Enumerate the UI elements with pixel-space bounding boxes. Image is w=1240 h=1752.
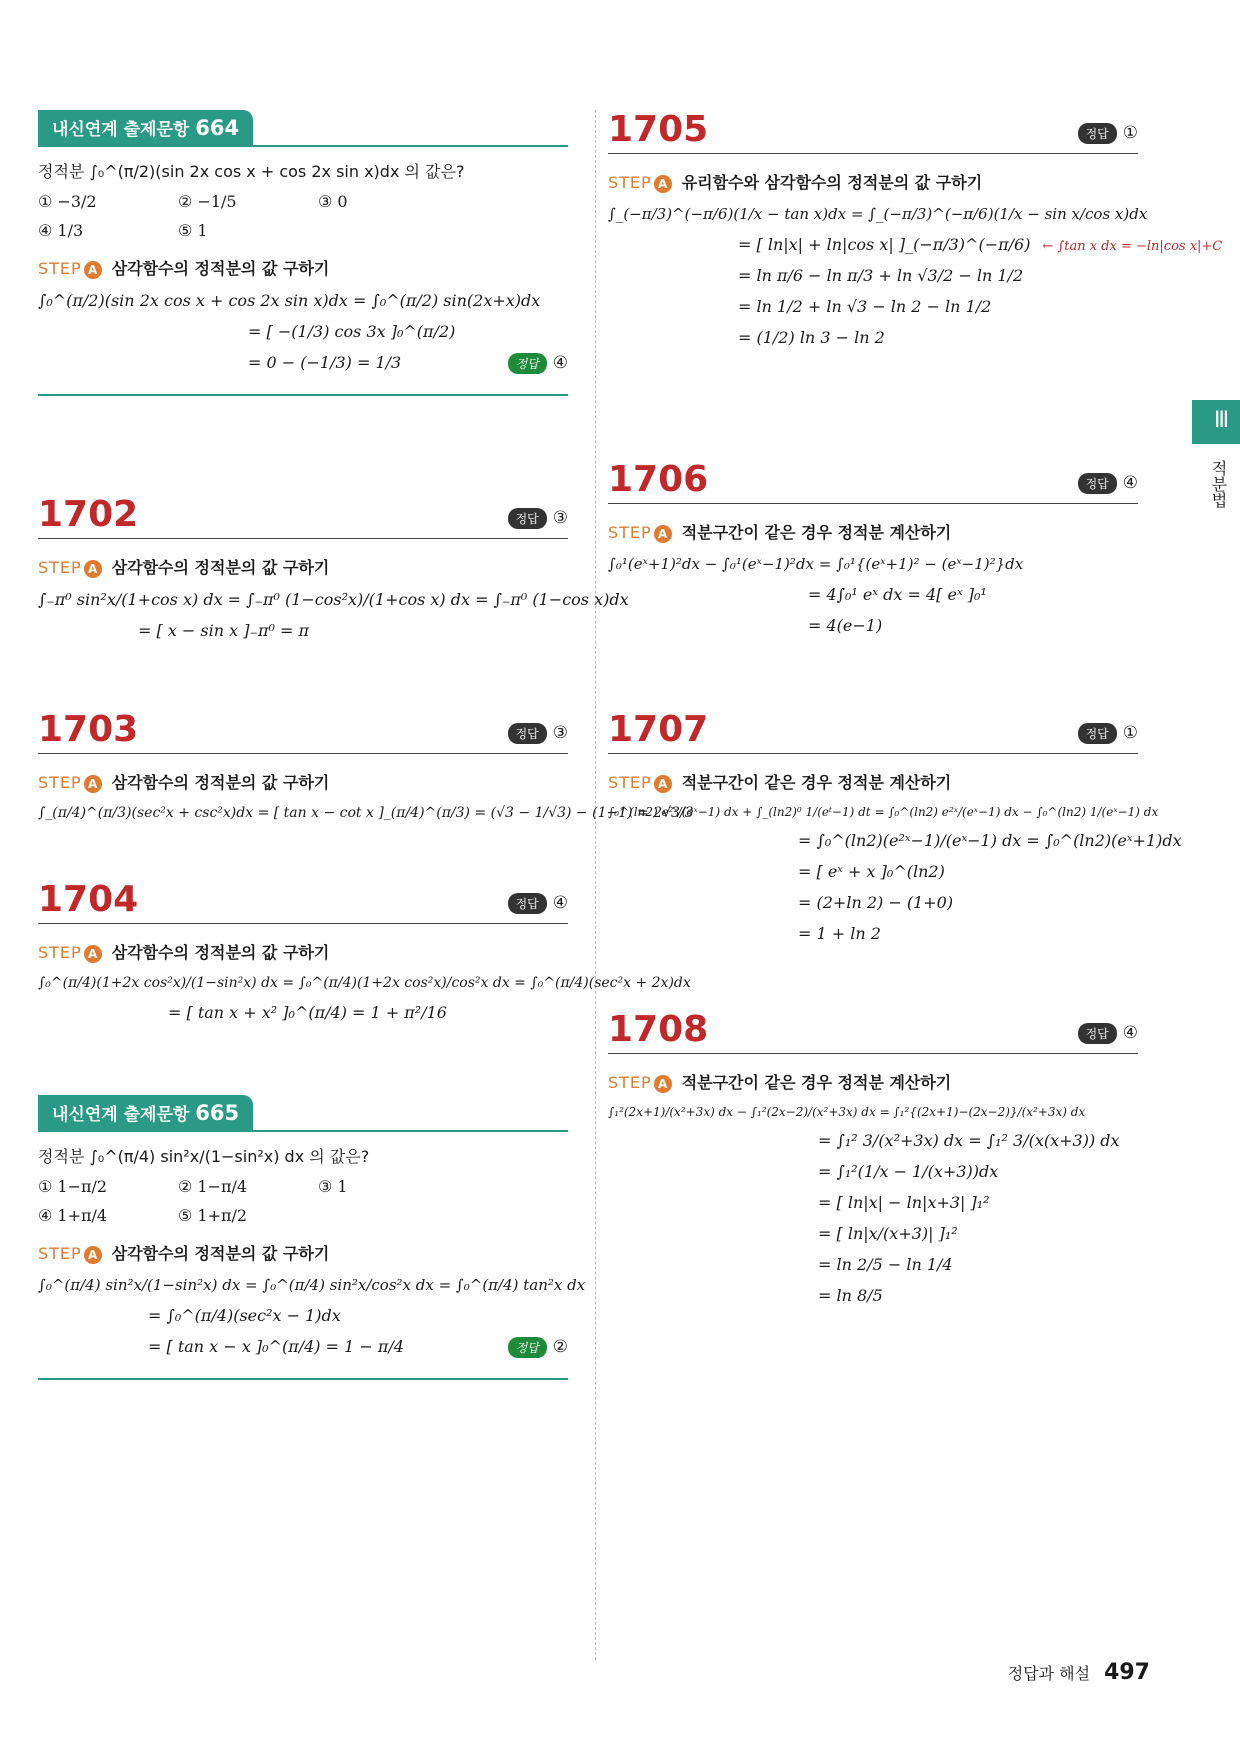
step-heading: STEP A 삼각함수의 정적분의 값 구하기 <box>38 259 330 278</box>
solution-line: = (1/2) ln 3 − ln 2 <box>738 328 885 347</box>
problem-1706 <box>608 460 1138 635</box>
solution-line: = [ ln|x/(x+3)| ]₁² <box>818 1224 958 1243</box>
solution-line: = 4∫₀¹ eˣ dx = 4[ eˣ ]₀¹ <box>808 585 987 604</box>
problem-1708 <box>608 1010 1138 1305</box>
section-end-rule <box>38 1378 568 1380</box>
step-heading: STEP A 삼각함수의 정적분의 값 구하기 <box>38 773 330 792</box>
answer-badge: 정답 ④ <box>1078 473 1138 494</box>
answer-badge: 정답 ③ <box>508 508 568 529</box>
choices-row-1: ① −3/2 ② −1/5 ③ 0 <box>38 192 348 211</box>
solution-line: ∫₀^(π/4)(1+2x cos²x)/(1−sin²x) dx = ∫₀^(π/4)(1+2x cos²x)/cos²x dx = ∫₀^(π/4)(sec²x + 2x)dx <box>38 975 691 991</box>
solution-line: = [ ln|x| − ln|x+3| ]₁² <box>818 1193 990 1212</box>
question-text: 정적분 ∫₀^(π/4) sin²x/(1−sin²x) dx 의 값은? <box>38 1147 370 1166</box>
chapter-tab <box>1192 400 1240 444</box>
problem-number: 1708 <box>608 1009 709 1050</box>
problem-1707 <box>608 709 1182 943</box>
answer-badge: 정답 ④ <box>508 353 568 374</box>
problem-number: 1707 <box>608 709 709 750</box>
column-divider <box>595 110 596 1660</box>
solution-line: ∫_(π/4)^(π/3)(sec²x + csc²x)dx = [ tan x − cot x ]_(π/4)^(π/3) = (√3 − 1/√3) − (1−1) = 2√3/3 <box>38 805 694 821</box>
question-text: 정적분 ∫₀^(π/2)(sin 2x cos x + cos 2x sin x)dx 의 값은? <box>38 162 465 181</box>
problem-664 <box>38 110 568 396</box>
solution-line: = ∫₁² 3/(x²+3x) dx = ∫₁² 3/(x(x+3)) dx <box>818 1131 1120 1150</box>
problem-number: 1705 <box>608 109 709 150</box>
solution-line: = [ x − sin x ]₋π⁰ = π <box>138 621 309 640</box>
solution-line: = [ eˣ + x ]₀^(ln2) <box>798 862 945 881</box>
solution-line: = ∫₀^(ln2)(e²ˣ−1)/(eˣ−1) dx = ∫₀^(ln2)(eˣ+1)dx <box>798 831 1182 850</box>
problem-number: 1706 <box>608 459 709 500</box>
solution-line: = [ tan x − x ]₀^(π/4) = 1 − π/4 <box>148 1337 404 1356</box>
step-heading: STEP A 적분구간이 같은 경우 정적분 계산하기 <box>608 773 952 792</box>
solution-line: = ln 2/5 − ln 1/4 <box>818 1255 953 1274</box>
solution-line: = ln π/6 − ln π/3 + ln √3/2 − ln 1/2 <box>738 266 1024 285</box>
tag-664: 내신연계 출제문항 664 <box>38 110 253 145</box>
solution-line: = ∫₁²(1/x − 1/(x+3))dx <box>818 1162 999 1181</box>
hint-note: ← ∫tan x dx = −ln|cos x|+C <box>1042 239 1223 254</box>
page-footer: 정답과 해설 497 <box>1007 1660 1150 1685</box>
choices-row-2: ④ 1+π/4 ⑤ 1+π/2 <box>38 1206 248 1225</box>
solution-line: ∫₀^(π/2)(sin 2x cos x + cos 2x sin x)dx = ∫₀^(π/2) sin(2x+x)dx <box>38 291 541 310</box>
answer-badge: 정답 ② <box>508 1337 568 1358</box>
step-heading: STEP A 유리함수와 삼각함수의 정적분의 값 구하기 <box>608 173 983 192</box>
chapter-label: 적분법 <box>1209 460 1228 508</box>
step-heading: STEP A 적분구간이 같은 경우 정적분 계산하기 <box>608 1073 952 1092</box>
step-heading: STEP A 삼각함수의 정적분의 값 구하기 <box>38 1244 330 1263</box>
step-heading: STEP A 삼각함수의 정적분의 값 구하기 <box>38 558 330 577</box>
solution-line: = ln 8/5 <box>818 1286 883 1305</box>
problem-665 <box>38 1095 586 1380</box>
solution-line: ∫₋π⁰ sin²x/(1+cos x) dx = ∫₋π⁰ (1−cos²x)/(1+cos x) dx = ∫₋π⁰ (1−cos x)dx <box>38 590 629 609</box>
page-number: 497 <box>1104 1660 1150 1685</box>
answer-badge: 정답 ① <box>1078 123 1138 144</box>
step-heading: STEP A 적분구간이 같은 경우 정적분 계산하기 <box>608 523 952 542</box>
answer-badge: 정답 ① <box>1078 723 1138 744</box>
step-heading: STEP A 삼각함수의 정적분의 값 구하기 <box>38 943 330 962</box>
problem-1704 <box>38 879 691 1022</box>
solution-line: ∫₀^(π/4) sin²x/(1−sin²x) dx = ∫₀^(π/4) sin²x/cos²x dx = ∫₀^(π/4) tan²x dx <box>38 1276 586 1294</box>
answer-badge: 정답 ③ <box>508 723 568 744</box>
solution-line: = [ −(1/3) cos 3x ]₀^(π/2) <box>248 322 456 341</box>
solution-line: = 1 + ln 2 <box>798 924 881 943</box>
answer-badge: 정답 ④ <box>508 893 568 914</box>
solution-line: ∫₀^(ln2) e²ˣ/(eˣ−1) dx + ∫_(ln2)⁰ 1/(eᵗ−1) dt = ∫₀^(ln2) e²ˣ/(eˣ−1) dx − ∫₀^(ln2) 1/(eˣ−1) dx <box>608 805 1159 819</box>
choices-row-1: ① 1−π/2 ② 1−π/4 ③ 1 <box>38 1177 348 1196</box>
solution-line: ∫₁²(2x+1)/(x²+3x) dx − ∫₁²(2x−2)/(x²+3x) dx = ∫₁²{(2x+1)−(2x−2)}/(x²+3x) dx <box>608 1105 1086 1119</box>
answer-badge: 정답 ④ <box>1078 1023 1138 1044</box>
section-end-rule <box>38 394 568 396</box>
solution-line: = 4(e−1) <box>808 616 883 635</box>
solution-line: = [ tan x + x² ]₀^(π/4) = 1 + π²/16 <box>168 1003 447 1022</box>
problem-1702 <box>38 494 629 640</box>
tag-665: 내신연계 출제문항 665 <box>38 1095 253 1130</box>
choices-row-2: ④ 1/3 ⑤ 1 <box>38 221 208 240</box>
solution-line: = [ ln|x| + ln|cos x| ]_(−π/3)^(−π/6) <box>738 235 1031 254</box>
solution-line: = ln 1/2 + ln √3 − ln 2 − ln 1/2 <box>738 297 992 316</box>
problem-number: 1704 <box>38 879 139 920</box>
solution-line: = 0 − (−1/3) = 1/3 <box>248 353 402 372</box>
chapter-numeral: Ⅲ <box>1214 408 1230 433</box>
solution-line: ∫_(−π/3)^(−π/6)(1/x − tan x)dx = ∫_(−π/3)^(−π/6)(1/x − sin x/cos x)dx <box>608 205 1148 223</box>
solution-line: ∫₀¹(eˣ+1)²dx − ∫₀¹(eˣ−1)²dx = ∫₀¹{(eˣ+1)² − (eˣ−1)²}dx <box>608 555 1024 573</box>
solution-line: = (2+ln 2) − (1+0) <box>798 893 954 912</box>
problem-number: 1703 <box>38 709 139 750</box>
problem-number: 1702 <box>38 494 139 535</box>
problem-1705 <box>608 109 1223 347</box>
solution-line: = ∫₀^(π/4)(sec²x − 1)dx <box>148 1306 341 1325</box>
